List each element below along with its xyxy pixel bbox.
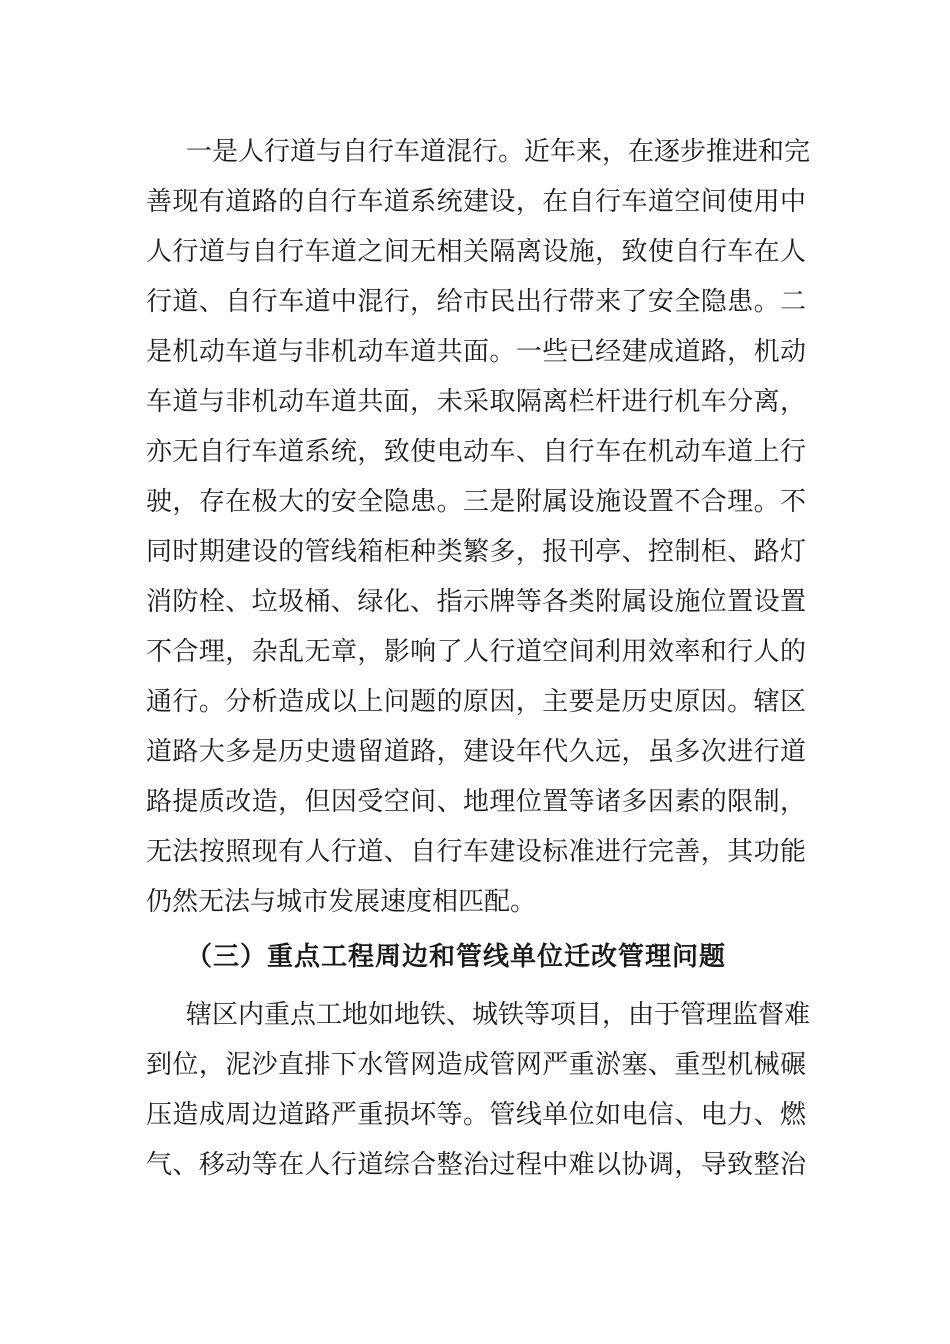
text-line: 同时期建设的管线箱柜种类繁多，报刊亭、控制柜、路灯	[146, 537, 806, 567]
text-line: 路提质改造，但因受空间、地理位置等诸多因素的限制，	[146, 787, 806, 817]
text-line: 辖区内重点工地如地铁、城铁等项目，由于管理监督难	[186, 1000, 811, 1030]
text-line: 善现有道路的自行车道系统建设，在自行车道空间使用中	[146, 187, 806, 217]
text-line: 驶，存在极大的安全隐患。三是附属设施设置不合理。不	[146, 487, 806, 517]
text-line: 无法按照现有人行道、自行车建设标准进行完善，其功能	[146, 837, 806, 867]
text-line: 人行道与自行车道之间无相关隔离设施，致使自行车在人	[146, 237, 806, 267]
text-line: 不合理，杂乱无章，影响了人行道空间利用效率和行人的	[146, 637, 806, 667]
text-line: 压造成周边道路严重损坏等。管线单位如电信、电力、燃	[146, 1100, 806, 1130]
text-line: 气、移动等在人行道综合整治过程中难以协调，导致整治	[146, 1150, 806, 1180]
text-line: 亦无自行车道系统，致使电动车、自行车在机动车道上行	[146, 437, 806, 467]
text-line: 行道、自行车道中混行，给市民出行带来了安全隐患。二	[146, 287, 806, 317]
text-line: 到位，泥沙直排下水管网造成管网严重淤塞、重型机械碾	[146, 1050, 806, 1080]
text-line: 消防栓、垃圾桶、绿化、指示牌等各类附属设施位置设置	[146, 587, 806, 617]
text-line: 通行。分析造成以上问题的原因，主要是历史原因。辖区	[146, 687, 806, 717]
text-line: 仍然无法与城市发展速度相匹配。	[146, 887, 537, 917]
text-line: 车道与非机动车道共面，未采取隔离栏杆进行机车分离，	[146, 387, 806, 417]
text-line: 道路大多是历史遗留道路，建设年代久远，虽多次进行道	[146, 737, 806, 767]
text-line: 一是人行道与自行车道混行。近年来，在逐步推进和完	[186, 137, 811, 167]
section-heading: （三）重点工程周边和管线单位迁改管理问题	[186, 942, 727, 972]
text-line: 是机动车道与非机动车道共面。一些已经建成道路，机动	[146, 337, 806, 367]
